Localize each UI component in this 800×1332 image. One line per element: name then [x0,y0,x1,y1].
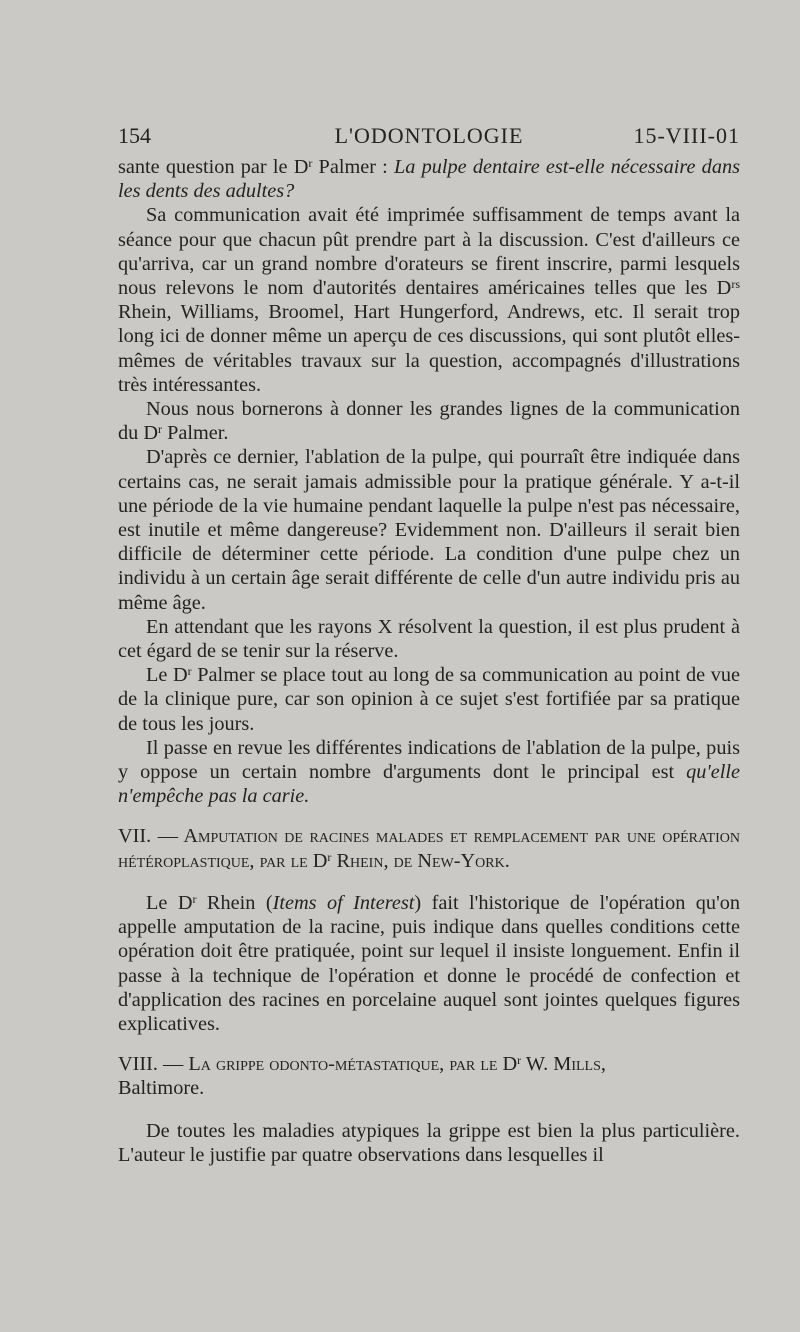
s7-sup: r [327,849,332,864]
paragraph-6 [118,663,740,736]
section-heading-vii [118,824,740,872]
page-number: 154 [118,123,151,148]
p1-italic: La pulpe dentaire est-elle nécessaire dans les dents des adultes? [118,156,740,203]
paragraph-8 [118,891,740,1036]
p3-sup: r [158,422,162,437]
section-heading-viii [118,1052,740,1076]
p3-text-a: Nous nous bornerons à donner les grandes lignes de la communication du D [118,398,740,445]
p7-italic: qu'elle n'empêche pas la carie. [118,761,740,808]
s7-text-b: Rhein, de New-York. [331,849,510,872]
running-title: L'ODONTOLOGIE [334,123,524,148]
p6-text-b: Palmer se place tout au long de sa communication au point de vue de la clinique pure, car son opinion à ce sujet s'est fortifiée par sa pratique de tous les jours. [118,664,740,735]
section-heading-viii-location: Baltimore. [118,1077,205,1100]
p3-text-b: Palmer. [162,422,229,445]
s8-text-a: VIII. — La grippe odonto-métastatique, par le D [118,1053,518,1076]
issue-date: 15-VIII-01 [633,123,740,148]
p8-text-c: ) fait l'historique de l'opération qu'on appelle amputation de la racine, puis indique dans quelles conditions cette opération doit être pratiquée, point sur lequel il insiste longuement. Enfin il passe à la technique de l'opération et donne le procédé de confection et d'application des racines en porcelaine auquel sont jointes quelques figures explicatives. [118,891,741,1035]
p8-text-a: Le D [146,891,193,914]
p6-text-a: Le D [146,664,188,687]
p1-sup: r [308,156,313,170]
paragraph-4: D'après ce dernier, l'ablation de la pulpe, qui pourraît être indiquée dans certains cas, ne serait jamais admissible pour la pratique générale. Y a-t-il une période de la vie humaine pendant laquelle la pulpe n'est pas nécessaire, est inutile et même dangereuse? Evidemment non. D'ailleurs il serait bien difficile de déterminer cette période. La condition d'une pulpe chez un individu à un certain âge serait différente de celle d'un autre individu pris au même âge. [118,446,740,614]
p1-text-b: Palmer : [312,156,394,178]
paragraph-7 [118,736,740,809]
p2-text-b: Rhein, Williams, Broomel, Hart Hungerford, Andrews, etc. Il serait trop long ici de donner même un aperçu de ces discussions, qui sont plutôt elles-mêmes de véritables travaux sur la question, accompagnés d'illustrations très intéressantes. [118,301,740,396]
paragraph-9: De toutes les maladies atypiques la grippe est bien la plus particulière. L'auteur le justifie par quatre observations dans lesquelles il [118,1119,740,1166]
paragraph-1 [118,155,740,203]
paragraph-2 [118,203,740,397]
paragraph-3 [118,397,740,445]
page-body [118,155,740,1167]
p6-sup: r [187,664,192,679]
p8-italic: Items of Interest [272,891,415,914]
page-header [118,123,740,153]
p8-sup: r [192,891,197,906]
s8-sup: r [517,1053,522,1068]
s7-text-a: VII. — Amputation de racines malades et remplacement par une opération hétéroplastique, par le D [118,825,740,872]
p2-sup: rs [731,277,740,292]
paragraph-5: En attendant que les rayons X résolvent la question, il est plus prudent à cet égard de se tenir sur la réserve. [118,615,740,663]
s8-text-b: W. Mills, [521,1053,606,1076]
p2-text-a: Sa communication avait été imprimée suffisamment de temps avant la séance pour que chacun pût prendre part à la discussion. C'est d'ailleurs ce qu'arriva, car un grand nombre d'orateurs se firent inscrire, parmi lesquels nous relevons le nom d'autorités dentaires américaines telles que les D [118,204,740,300]
p1-text-a: sante question par le D [118,156,309,178]
p8-text-b: Rhein ( [196,891,273,914]
p7-text-a: Il passe en revue les différentes indications de l'ablation de la pulpe, puis y oppose un certain nombre d'arguments dont le principal est [118,736,740,784]
